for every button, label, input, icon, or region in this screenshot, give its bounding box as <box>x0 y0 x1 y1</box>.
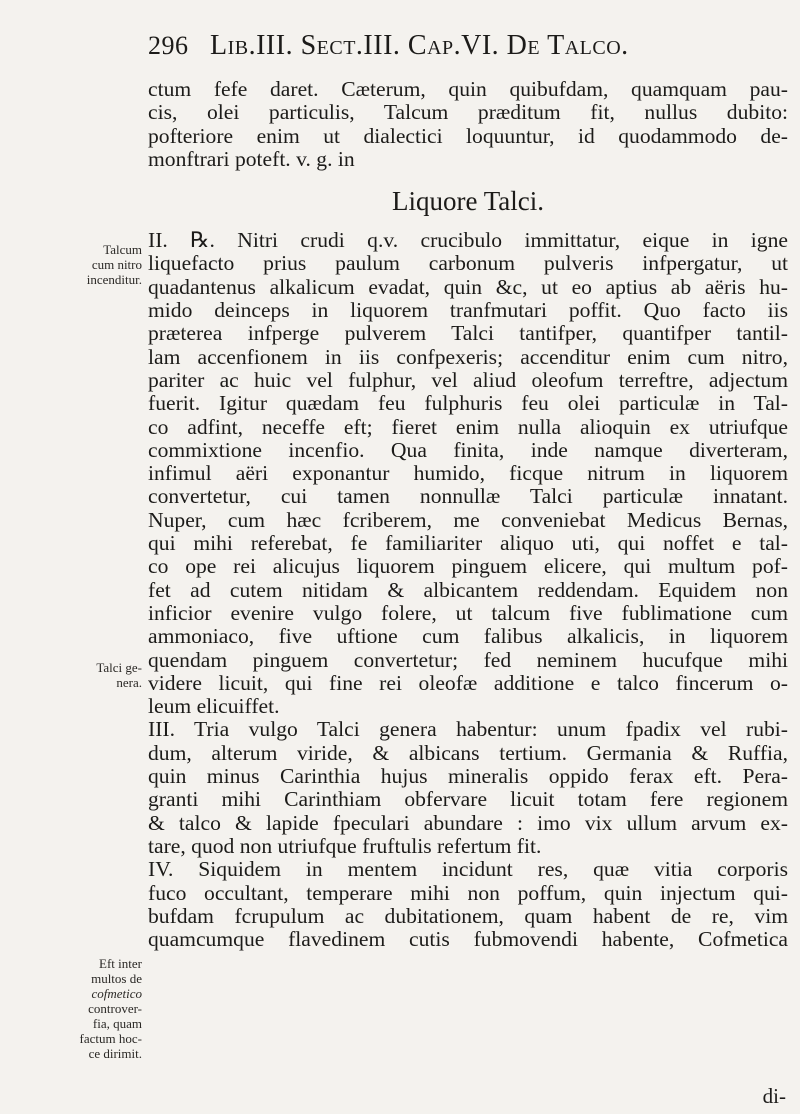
margin-note-line: fia, quam <box>92 1016 142 1031</box>
text-line: II. ℞. Nitri crudi q.v. crucibulo immittatur, eique in igne <box>148 229 788 253</box>
catchword: di- <box>762 1084 786 1108</box>
text-line: bufdam fcrupulum ac dubitationem, quam habent de re, vim <box>148 904 788 928</box>
margin-note-line: ce dirimit. <box>88 1046 142 1061</box>
text-line: III. Tria vulgo Talci genera habentur: unum fpadix vel rubi- <box>148 718 788 742</box>
main-text <box>148 78 788 951</box>
text-line: fet ad cutem nitidam & albicantem reddendam. Equidem non <box>148 578 788 602</box>
text-line: inficior evenire vulgo folere, ut talcum five fublimatione cum <box>148 601 788 625</box>
text-line: IV. Siquidem in mentem incidunt res, quæ vitia corporis <box>148 858 788 882</box>
text-line: commixtione incenfio. Qua finita, inde namque diverteram, <box>148 438 788 462</box>
paragraph-intro <box>148 78 788 171</box>
margin-note-cosmetico <box>22 956 142 1061</box>
paragraph-2 <box>148 229 788 718</box>
text-line: co ope rei alicujus liquorem pinguem elicere, qui multum pof- <box>148 555 788 579</box>
margin-note-line: Talcum <box>103 242 142 257</box>
text-line: lam accenfionem in iis confpexeris; accenditur enim cum nitro, <box>148 345 788 369</box>
margin-note-line: cum nitro <box>91 257 142 272</box>
margin-note-line: factum hoc- <box>79 1031 142 1046</box>
margin-note-talcum <box>22 242 142 287</box>
text-line: ammoniaco, five uftione cum falibus alkalicis, in liquorem <box>148 625 788 649</box>
margin-note-line: controver- <box>88 1001 142 1016</box>
text-line: mido deinceps in liquorem tranfmutari poffit. Quo facto iis <box>148 299 788 323</box>
text-line: qui mihi referebat, fe familiariter aliquo uti, qui noffet e tal- <box>148 532 788 556</box>
text-line: & talco & lapide fpeculari abundare : imo vix ullum arvum ex- <box>148 811 788 835</box>
text-line: convertetur, cui tamen nonnullæ Talci particulæ innatant. <box>148 485 788 509</box>
margin-note-line: nera. <box>116 675 142 690</box>
margin-note-genera <box>22 660 142 690</box>
text-line: cis, olei particulis, Talcum præditum fit, nullus dubito: <box>148 101 788 125</box>
text-line: tare, quod non utriufque fruftulis refertum fit. <box>148 834 542 858</box>
text-line: quin minus Carinthia hujus mineralis oppido ferax eft. Pera- <box>148 765 788 789</box>
section-heading: Liquore Talci. <box>391 186 545 217</box>
text-line: leum elicuiffet. <box>148 695 280 719</box>
text-line: quendam pinguem convertetur; fed neminem hucufque mihi <box>148 648 788 672</box>
margin-note-line: Eft inter <box>99 956 142 971</box>
text-line: liquefacto prius paulum carbonum pulveris infpergatur, ut <box>148 252 788 276</box>
text-line: quamcumque flavedinem cutis fubmovendi habente, Cofmetica <box>148 928 788 952</box>
running-title: Lib.III. Sect.III. Cap.VI. De Talco. <box>210 30 629 61</box>
text-line: fuco occultant, temperare mihi non poffum, quin injectum qui- <box>148 881 788 905</box>
text-line: ctum fefe daret. Cæterum, quin quibufdam, quamquam pau- <box>148 78 788 101</box>
text-line: quadantenus alkalicum evadat, quin &c, ut eo aptius ab aëris hu- <box>148 275 788 299</box>
text-line: fuerit. Igitur quædam feu fulphuris feu olei particulæ in Tal- <box>148 392 788 416</box>
paragraph-3 <box>148 718 788 858</box>
page-number: 296 <box>148 31 189 60</box>
text-line: granti mihi Carinthiam obfervare licuit totam fere regionem <box>148 788 788 812</box>
margin-note-line: Talci ge- <box>96 660 142 675</box>
text-line: pofteriore enim ut dialectici loquuntur, id quodammodo de- <box>148 124 788 148</box>
text-line: dum, alterum viride, & albicans tertium. Germania & Ruffia, <box>148 741 788 765</box>
margin-note-line: incenditur. <box>86 272 142 287</box>
text-line: pariter ac huic vel fulphur, vel aliud oleofum terreftre, adjectum <box>148 368 788 392</box>
text-line: videre licuit, qui fine rei oleofæ additione e talco fincerum o- <box>148 671 788 695</box>
margin-note-line: multos de <box>91 971 142 986</box>
text-line: monftrari poteft. v. g. in <box>148 147 355 171</box>
text-line: præterea infperge pulverem Talci tantifper, quantifper tantil- <box>148 322 788 346</box>
paragraph-4 <box>148 858 788 951</box>
margin-note-line: cofmetico <box>91 986 142 1001</box>
text-line: infimul aëri exponantur humido, ficque nitrum in liquorem <box>148 462 788 486</box>
text-line: Nuper, cum hæc fcriberem, me conveniebat Medicus Bernas, <box>148 508 788 532</box>
text-line: co adfint, neceffe eft; fieret enim nulla alioquin ex utriufque <box>148 415 788 439</box>
running-header <box>148 30 788 62</box>
